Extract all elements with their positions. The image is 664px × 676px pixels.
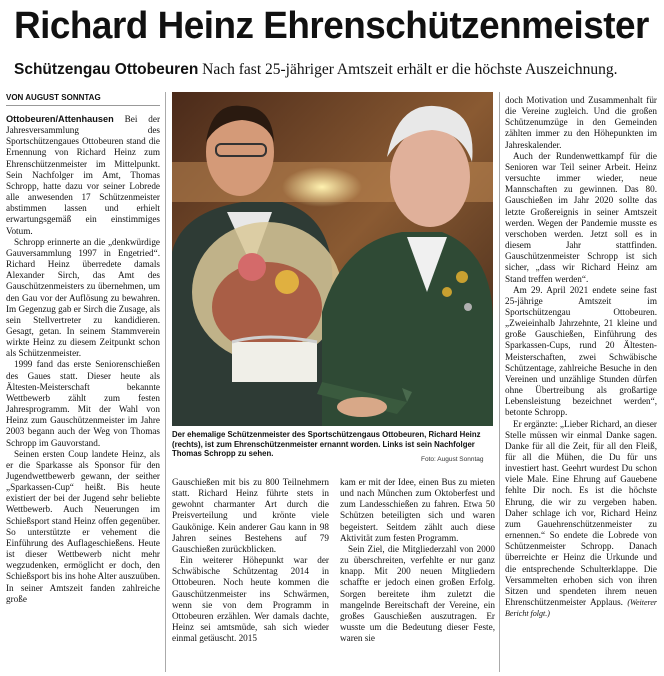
paragraph: Ein weiterer Höhepunkt war der Schwäbische Schützentag 2014 in Ottobeuren. Noch heute kommen die Gauschützenmeister ins Schwärmen, wenn sie von dem Programm in Ottobeuren erzählen. Wer damals dachte, Heinz sei amtsmüde, sah sich wieder einmal getäuscht. 2015 xyxy=(172,555,329,644)
paragraph-text: Bei der Jahresversammlung des Sportschützengaues Ottobeuren stand die Ernennung von Richard Heinz zum Ehrenschützenmeister im Mittelpunkt. Sein Nachfolger im Amt, Thomas Schropp, hatte dazu vor seiner Lobrede alle anwesenden 17 Schützenmeister abstimmen lassen und erhielt erwartungsgemäß ein einstimmiges Votum. xyxy=(6,114,160,236)
byline: VON AUGUST SONNTAG xyxy=(6,93,160,106)
paragraph: 1999 fand das erste Seniorenschießen des Gaues statt. Dieser heute als Ältesten-Meisterschaft bekannte Wettbewerb zählt zum festen Jahresprogramm. Mit der Wahl von Heinz zum Gauschützenmeister im Jahre 2003 begann auch der Weg von Thomas Schropp im Gauvorstand. xyxy=(6,359,160,448)
subheadline xyxy=(14,60,654,80)
paragraph: Auch der Rundenwettkampf für die Senioren war Teil seiner Arbeit. Heinz versuchte immer wieder, neue Mannschaften zu gewinnen. Das 80. Gauschießen im Jahr 2020 sollte das letzte Großereignis in seiner Amtszeit werden. Wegen der Pandemie musste es verschoben werden. Jetzt soll es in diesem Jahr stattfinden. Gauschützenmeister Schropp ist sich sicher, „dass wir Richard Heinz am Stand treffen werden“. xyxy=(505,150,657,284)
paragraph: Schropp erinnerte an die „denkwürdige Gauversammlung 1997 in Engetried“. Richard Heinz überredete damals Alexander Sirch, das Amt des Gauschützenmeisters zu übernehmen, um den Gau vor der Auflösung zu bewahren. Im Gegenzug gab er Sirch die Zusage, als sein Stellvertreter zu kandidieren. Gesagt, getan. In seinem Stammverein wirkte Heinz zu diesem Zeitpunkt schon als Schützenmeister. xyxy=(6,236,160,359)
column-rule xyxy=(165,92,166,672)
article-column-2 xyxy=(172,477,329,644)
photo-credit: Foto: August Sonntag xyxy=(421,456,484,463)
article-column-1 xyxy=(6,114,160,605)
dateline: Ottobeuren/Attenhausen xyxy=(6,114,114,124)
paragraph: Sein Ziel, die Mitgliederzahl von 2000 zu überschreiten, verfehlte er nur ganz knapp. Mit 200 neuen Mitgliedern schaffte er jedoch einen großen Erfolg. Sorgen bereitete ihm zuletzt die mangelnde Bereitschaft der Vereine, ein großes Gauschießen auszutragen. Er wusste um die Bedeutung dieser Feste, waren sie xyxy=(340,543,495,644)
paragraph: Gauschießen mit bis zu 800 Teilnehmern statt. Richard Heinz führte stets in gewohnt charmanter Art durch die Preisverteilung und krönte viele Gaukönige. Kein anderer Gau kann in 98 Jahren seines Bestehens auf 79 Gauschießen zurückblicken. xyxy=(172,477,329,554)
column-rule xyxy=(499,92,500,672)
paragraph xyxy=(6,114,160,237)
paragraph: Am 29. April 2021 endete seine fast 25-jährige Amtszeit im Sportschützengau Ottobeuren. „Zweieinhalb Jahrzehnte, 21 kleine und große Gauschießen, Einführung des Sparkassen-Cups, rund 20 Ältesten-Meisterschaften, zwei Schwäbische Schützentage, zahlreiche Besuche in den Vereinen und unzählige Stunden dürfen ohne Übertreibung als großartige Lebensleistung bezeichnet werden“, betonte Schropp. xyxy=(505,284,657,418)
paragraph: doch Motivation und Zusammenhalt für die Vereine zugleich. Und die großen Schützenumzüge in den Gemeinden zählten immer zu den Höhepunkten im Jahreskalender. xyxy=(505,95,657,150)
subheadline-text: Nach fast 25-jähriger Amtszeit erhält er die höchste Auszeichnung. xyxy=(202,61,618,78)
paragraph: Seinen ersten Coup landete Heinz, als er die Sparkasse als Sponsor für den Jugendwettbewerb gewann, der seither „Sparkassen-Cup“ heißt. Bis heute existiert der bei der Jugend sehr beliebte Wettbewerb. Auch Neuerungen im Schießsport stand Heinz offen gegenüber. So unterstützte er vehement die Einführung des Auflageschießens. Heute ist dieser Wettbewerb nicht mehr wegzudenken, ermöglicht er doch, den Schießsport bis ins hohe Alter auszuüben. In seiner Amtszeit fanden zahlreiche große xyxy=(6,448,160,604)
photo-image xyxy=(172,92,493,426)
headline: Richard Heinz Ehrenschützenmeister xyxy=(14,5,649,47)
article-column-3 xyxy=(340,477,495,644)
article-column-4 xyxy=(505,95,657,619)
photo-caption: Der ehemalige Schützenmeister des Sportschützengaus Ottobeuren, Richard Heinz (rechts), ist zum Ehrenschützenmeister ernannt worden. Links ist sein Nachfolger Thomas Schropp zu sehen. xyxy=(172,430,481,459)
paragraph xyxy=(505,419,657,620)
signature: (Weiterer Bericht folgt.) xyxy=(505,598,657,619)
paragraph-text: Er ergänzte: „Lieber Richard, an dieser Stelle müssen wir einmal Danke sagen. Danke für all die Zeit, für all den Fleiß, für all die Mühen, die Du für uns investiert hast. Geehrt wurdest Du schon viele Male. Eine Ehrung auf Gauebene fehlte Dir noch. Es ist die höchste Ehrung, die wir zu vergeben haben. Daher schlage ich vor, Richard Heinz zum Gauehrenschützenmeister zu ernennen.“ So endete die Lobrede von Schützenmeister Schropp. Danach überreichte er Heinz die Urkunde und die entsprechende Schulterklappe. Die Versammelten erhoben sich von ihren Sitzen und spendeten ihrem neuen Ehrenschützenmeister Applaus. xyxy=(505,418,657,608)
kicker: Schützengau Ottobeuren xyxy=(14,61,199,78)
article-photo xyxy=(172,92,493,426)
paragraph: kam er mit der Idee, einen Bus zu mieten und nach München zum Oktoberfest und zum Landesschießen zu fahren. Etwa 50 Schützen beteiligten sich und waren begeistert. Seitdem zählt auch diese Aktivität zum festen Programm. xyxy=(340,477,495,543)
